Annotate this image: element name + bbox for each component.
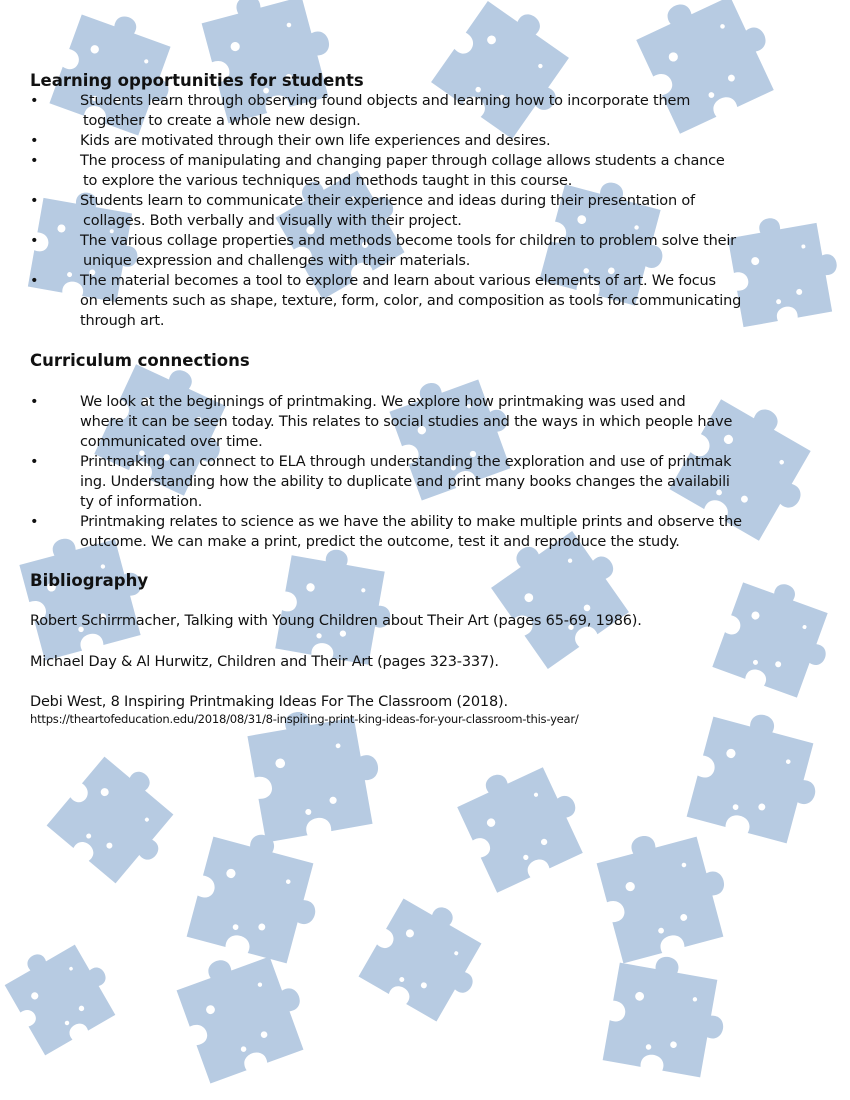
curriculum-heading: Curriculum connections — [30, 351, 250, 370]
learning-item: Students learn to communicate their experience and ideas during their presentation of collages. Both verbally and visually with their project. — [80, 193, 695, 229]
learning-heading: Learning opportunities for students — [30, 71, 364, 90]
bullet-icon: • — [30, 93, 39, 109]
bullet-icon: • — [30, 273, 39, 289]
bibliography-url[interactable]: https://theartofeducation.edu/2018/08/31/8-inspiring-print-king-ideas-for-your-classroom-this-year/ — [30, 712, 579, 726]
bullet-icon: • — [30, 394, 39, 410]
learning-item: Students learn through observing found objects and learning how to incorporate them together to create a whole new design. — [80, 93, 691, 129]
bullet-icon: • — [30, 193, 39, 209]
learning-item: Kids are motivated through their own life experiences and desires. — [80, 133, 551, 149]
learning-item: The material becomes a tool to explore and learn about various elements of art. We focus on elements such as shape, texture, form, color, and composition as tools for communicating through art. — [80, 273, 742, 329]
bullet-icon: • — [30, 133, 39, 149]
bullet-icon: • — [30, 153, 39, 169]
learning-item: The process of manipulating and changing paper through collage allows students a chance to explore the various techniques and methods taught in this course. — [80, 153, 725, 189]
curriculum-item: We look at the beginnings of printmaking. We explore how printmaking was used and where it can be seen today. This relates to social studies and the ways in which people have communicated over time. — [80, 394, 733, 450]
bullet-icon: • — [30, 514, 39, 530]
curriculum-item: Printmaking can connect to ELA through understanding the exploration and use of printmak ing. Understanding how the ability to duplicate and print many books changes the availabili ty of information. — [80, 454, 732, 510]
bullet-icon: • — [30, 233, 39, 249]
bibliography-entry: Michael Day & Al Hurwitz, Children and Their Art (pages 323-337). — [30, 654, 499, 670]
bibliography-entry: Robert Schirrmacher, Talking with Young Children about Their Art (pages 65-69, 1986). — [30, 613, 642, 629]
bibliography-entry: Debi West, 8 Inspiring Printmaking Ideas For The Classroom (2018). — [30, 694, 508, 710]
bibliography-heading: Bibliography — [30, 571, 149, 590]
learning-item: The various collage properties and methods become tools for children to problem solve their unique expression and challenges with their materials. — [80, 233, 736, 269]
curriculum-item: Printmaking relates to science as we have the ability to make multiple prints and observe the outcome. We can make a print, predict the outcome, test it and reproduce the study. — [80, 514, 742, 550]
bullet-icon: • — [30, 454, 39, 470]
